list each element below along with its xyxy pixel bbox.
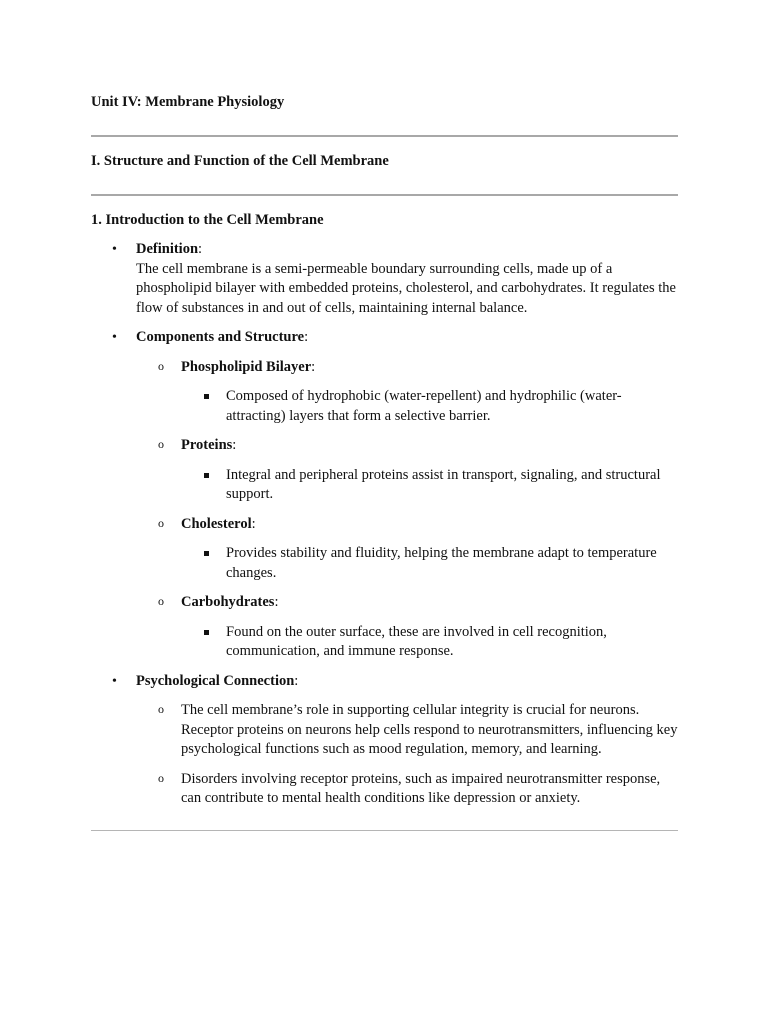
- definition-label: Definition: [136, 241, 199, 257]
- component-label: Phospholipid Bilayer: [181, 358, 312, 375]
- component-detail-list: [181, 387, 679, 426]
- psych-points-list: [136, 701, 679, 809]
- horizontal-rule: [91, 830, 678, 831]
- component-detail: Found on the outer surface, these are involved in cell recognition, communication, and immune response.: [181, 623, 679, 662]
- colon: :: [251, 515, 256, 532]
- component-detail-list: [181, 544, 679, 583]
- list-item-components: [91, 328, 679, 662]
- component-item: [136, 515, 679, 584]
- colon: :: [304, 329, 309, 345]
- component-item: [136, 358, 679, 427]
- colon: :: [294, 672, 299, 689]
- horizontal-rule: [91, 135, 678, 137]
- subsection-title: 1. Introduction to the Cell Membrane: [91, 212, 324, 228]
- main-bullet-list: [91, 240, 679, 809]
- component-detail: Composed of hydrophobic (water-repellent) and hydrophilic (water-attracting) layers that form a selective barrier.: [181, 387, 679, 426]
- component-detail-list: [181, 623, 679, 662]
- psych-point: o The cell membrane’s role in supporting cellular integrity is crucial for neurons. Receptor proteins on neurons help cells respond to neurotransmitters, influencing key psychological functions such as mood regulation, memory, and learning.: [136, 701, 679, 760]
- definition-text: The cell membrane is a semi-permeable boundary surrounding cells, made up of a phospholipid bilayer with embedded proteins, cholesterol, and carbohydrates. It regulates the flow of substances in and out of cells, maintaining internal balance.: [136, 260, 676, 316]
- component-label: Cholesterol: [181, 515, 252, 532]
- components-label: Components and Structure: [136, 329, 305, 345]
- outline-content: [91, 240, 679, 819]
- psych-label: Psychological Connection: [136, 672, 295, 689]
- component-detail: Integral and peripheral proteins assist in transport, signaling, and structural support.: [181, 466, 679, 505]
- component-detail: Provides stability and fluidity, helping the membrane adapt to temperature changes.: [181, 544, 679, 583]
- colon: :: [274, 594, 279, 610]
- colon: :: [232, 437, 237, 453]
- component-label: Carbohydrates: [181, 594, 275, 610]
- colon: :: [311, 358, 316, 375]
- list-item-definition: [91, 240, 679, 318]
- list-item-psychological-connection: [91, 672, 679, 809]
- psych-point: o Disorders involving receptor proteins, such as impaired neurotransmitter response, can contribute to mental health conditions like depression or anxiety.: [136, 770, 679, 809]
- component-detail-list: [181, 466, 679, 505]
- components-list: [136, 358, 679, 662]
- component-label: Proteins: [181, 437, 233, 453]
- section-title: I. Structure and Function of the Cell Membrane: [91, 153, 389, 169]
- unit-title: Unit IV: Membrane Physiology: [91, 94, 285, 110]
- component-item: [136, 593, 679, 662]
- component-item: [136, 436, 679, 505]
- horizontal-rule: [91, 194, 678, 196]
- colon: :: [198, 241, 203, 257]
